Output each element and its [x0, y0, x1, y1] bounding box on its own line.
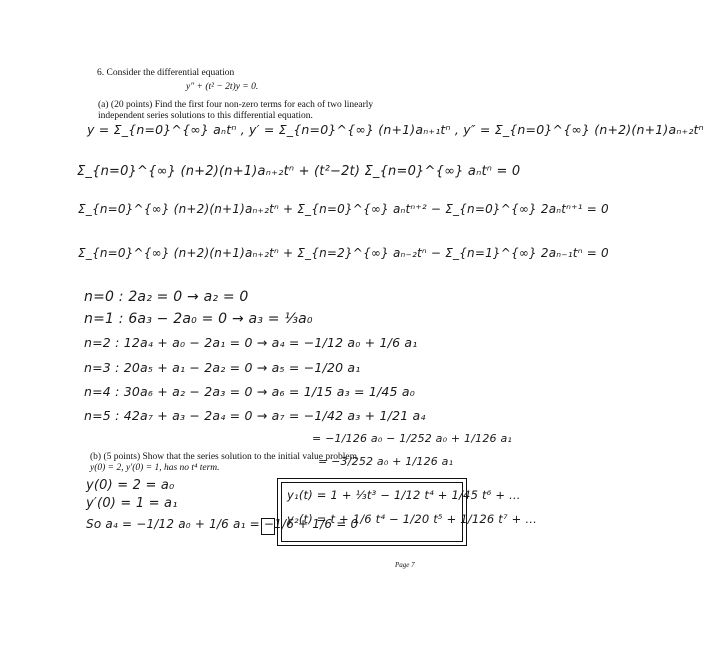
part-a-line-1: (a) (20 points) Find the first four non-zero terms for each of two linearly [98, 100, 374, 110]
hw-ic-y0: y(0) = 2 = a₀ [86, 478, 175, 493]
hw-case-n4: n=4 : 30a₆ + a₂ − 2a₃ = 0 → a₆ = 1/15 a₃ = 1/45 a₀ [84, 384, 415, 399]
hw-case-n5: n=5 : 42a₇ + a₃ − 2a₄ = 0 → a₇ = −1/42 a₃ + 1/21 a₄ [84, 408, 426, 423]
part-b-line-1: (b) (5 points) Show that the series solution to the initial value problem [90, 452, 358, 462]
hw-case-n0: n=0 : 2a₂ = 0 → a₂ = 0 [84, 289, 249, 305]
hw-a7-continued-1: = −1/126 a₀ − 1/252 a₀ + 1/126 a₁ [312, 432, 512, 445]
hw-series-definition: y = Σ_{n=0}^{∞} aₙtⁿ , y′ = Σ_{n=0}^{∞} (n+1)aₙ₊₁tⁿ , y″ = Σ_{n=0}^{∞} (n+2)(n+1)aₙ₊₂tⁿ [87, 122, 704, 137]
problem-title: 6. Consider the differential equation [97, 68, 235, 78]
page-number: Page 7 [395, 561, 415, 569]
hw-substitution-3: Σ_{n=0}^{∞} (n+2)(n+1)aₙ₊₂tⁿ + Σ_{n=2}^{∞} aₙ₋₂tⁿ − Σ_{n=1}^{∞} 2aₙ₋₁tⁿ = 0 [78, 246, 609, 260]
hw-solution-y2: y₂(t) = t + 1/6 t⁴ − 1/20 t⁵ + 1/126 t⁷ + … [287, 512, 538, 526]
hw-substitution-2: Σ_{n=0}^{∞} (n+2)(n+1)aₙ₊₂tⁿ + Σ_{n=0}^{∞} aₙtⁿ⁺² − Σ_{n=0}^{∞} 2aₙtⁿ⁺¹ = 0 [78, 202, 609, 216]
part-b-line-2: y(0) = 2, y′(0) = 1, has no t⁴ term. [90, 463, 220, 473]
part-a-line-2: independent series solutions to this differential equation. [98, 111, 313, 121]
hw-solution-y1: y₁(t) = 1 + ⅓t³ − 1/12 t⁴ + 1/45 t⁶ + … [287, 488, 521, 502]
hw-ic-yprime0: y′(0) = 1 = a₁ [86, 496, 178, 511]
hw-ic-a4-result: So a₄ = −1/12 a₀ + 1/6 a₁ = −1/6 + 1/6 = 0 [86, 517, 359, 531]
a4-zero-box [261, 518, 275, 535]
hw-case-n1: n=1 : 6a₃ − 2a₀ = 0 → a₃ = ⅓a₀ [84, 311, 313, 327]
problem-equation: y″ + (t² − 2t)y = 0. [186, 82, 259, 92]
hw-a7-continued-2: = −3/252 a₀ + 1/126 a₁ [318, 455, 454, 468]
hw-case-n3: n=3 : 20a₅ + a₁ − 2a₂ = 0 → a₅ = −1/20 a₁ [84, 360, 361, 375]
hw-substitution-1: Σ_{n=0}^{∞} (n+2)(n+1)aₙ₊₂tⁿ + (t²−2t) Σ_{n=0}^{∞} aₙtⁿ = 0 [77, 164, 521, 179]
hw-case-n2: n=2 : 12a₄ + a₀ − 2a₁ = 0 → a₄ = −1/12 a₀ + 1/6 a₁ [84, 335, 418, 350]
